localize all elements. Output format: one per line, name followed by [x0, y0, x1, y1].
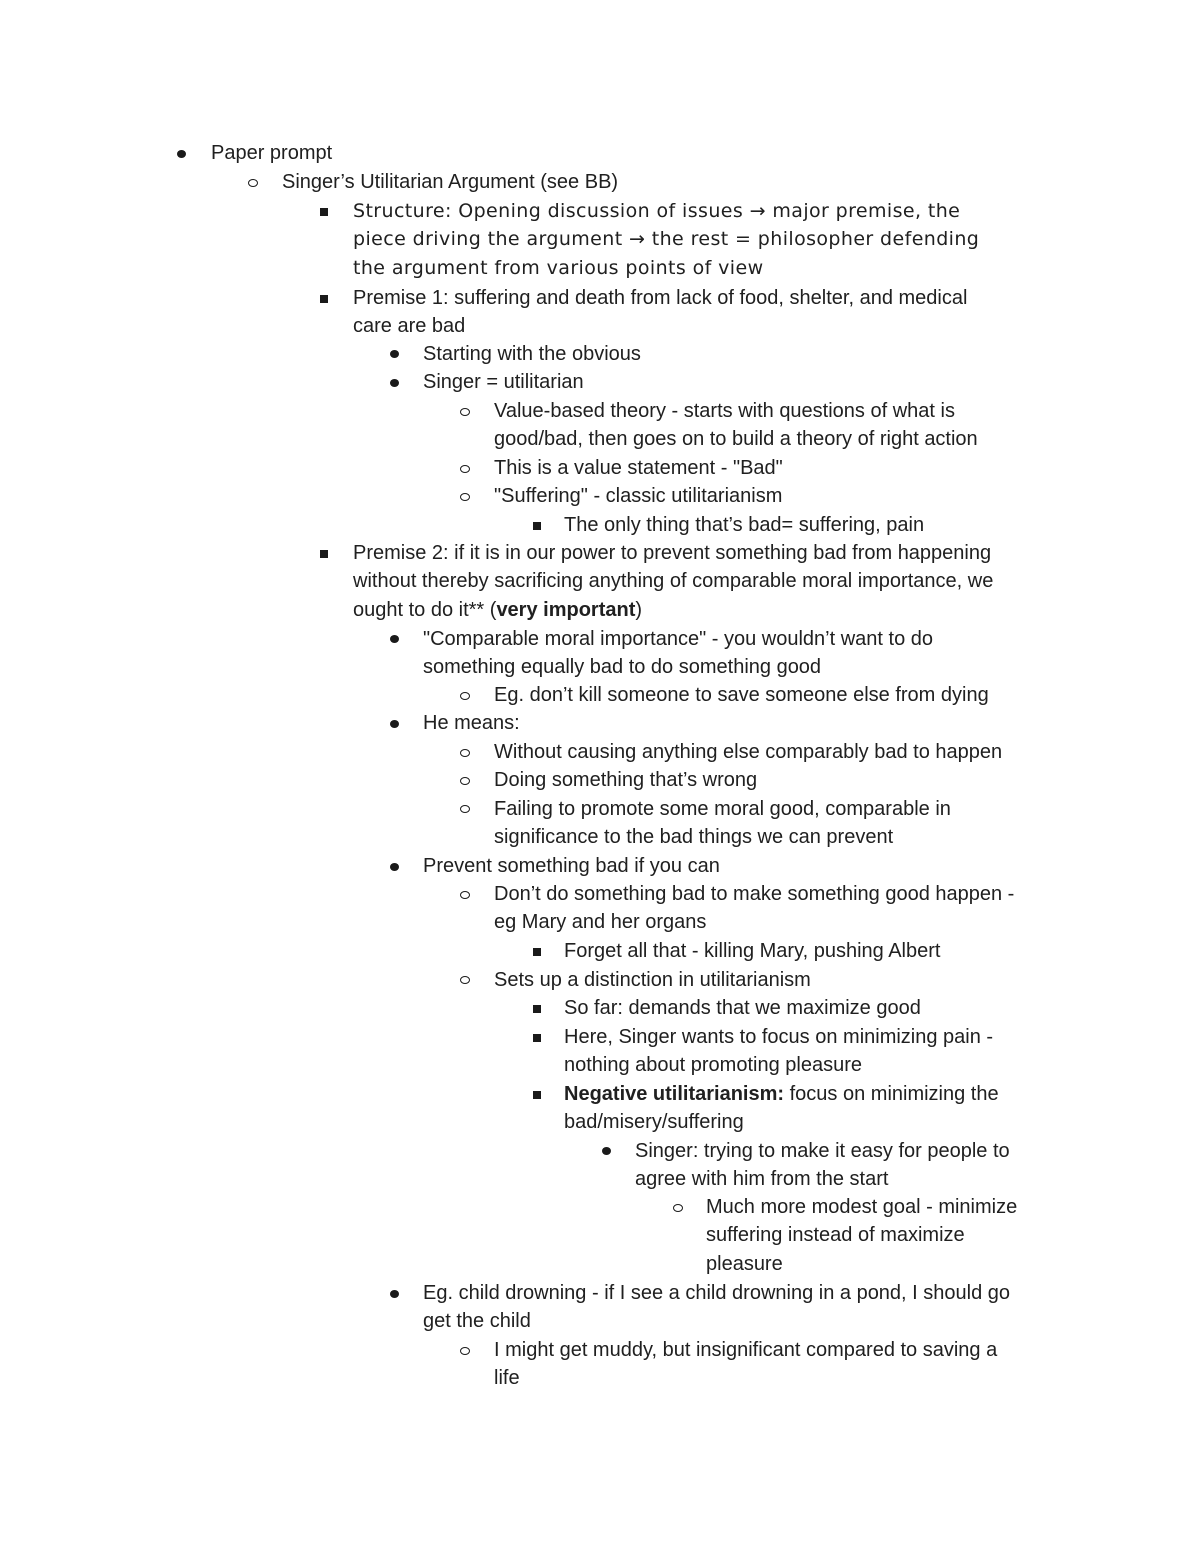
bullet-square-icon	[320, 550, 328, 558]
outline-item	[282, 168, 618, 196]
bullet-disc-icon	[390, 635, 399, 643]
bullet-circle-icon	[248, 179, 258, 187]
outline-item-text: Sets up a distinction in utilitarianism	[494, 969, 811, 991]
outline-item	[423, 625, 1063, 682]
bullet-disc-icon	[390, 379, 399, 387]
outline-item-text: Starting with the obvious	[423, 343, 641, 365]
bullet-disc-icon	[602, 1147, 611, 1155]
term-bold-text: Negative utilitarianism:	[564, 1083, 785, 1105]
outline-item-text: The only thing that’s bad= suffering, pain	[564, 514, 925, 536]
emphasis-text: very important	[496, 598, 636, 621]
bullet-square-icon	[533, 1005, 541, 1013]
bullet-disc-icon	[390, 1290, 399, 1298]
bullet-disc-icon	[177, 150, 186, 158]
outline-item	[564, 994, 921, 1022]
outline-item-text: Failing to promote some moral good, comparable in significance to the bad things we can prevent	[494, 798, 951, 849]
outline-item	[423, 340, 641, 368]
bullet-square-icon	[533, 522, 541, 530]
outline-item-text: "Suffering" - classic utilitarianism	[494, 485, 783, 507]
bullet-square-icon	[320, 208, 328, 216]
bullet-square-icon	[533, 1091, 541, 1099]
outline-item-text: Much more modest goal - minimize suffering instead of maximize pleasure	[706, 1196, 1018, 1275]
outline-item-text: Eg. child drowning - if I see a child drowning in a pond, I should go get the child	[423, 1282, 1011, 1333]
outline-item	[494, 397, 1094, 454]
bullet-circle-icon	[460, 891, 470, 899]
bullet-disc-icon	[390, 720, 399, 728]
outline-item-text: Doing something that’s wrong	[494, 769, 758, 791]
outline-item	[564, 1023, 1084, 1080]
outline-item	[211, 139, 332, 167]
outline-item-text: Premise 2: if it is in our power to prevent something bad from happening without thereby sacrificing anything of comparable moral importance, we ought to do it** (	[353, 542, 994, 621]
outline-item	[423, 1279, 1123, 1336]
outline-item-text: Singer = utilitarian	[423, 371, 584, 393]
outline-item	[494, 454, 783, 482]
outline-item-text: Singer’s Utilitarian Argument (see BB)	[282, 171, 619, 193]
outline-item	[494, 966, 811, 994]
outline-item-text: Forget all that - killing Mary, pushing Albert	[564, 940, 941, 962]
bullet-circle-icon	[460, 493, 470, 501]
outline-item	[353, 539, 1093, 624]
outline-item-text: I might get muddy, but insignificant compared to saving a life	[494, 1339, 998, 1390]
bullet-circle-icon	[460, 1347, 470, 1355]
outline-item	[706, 1193, 1086, 1278]
bullet-circle-icon	[673, 1204, 683, 1212]
outline-item	[494, 681, 989, 709]
bullet-circle-icon	[460, 777, 470, 785]
outline-item-text: Paper prompt	[211, 142, 333, 164]
bullet-circle-icon	[460, 408, 470, 416]
bullet-circle-icon	[460, 465, 470, 473]
outline-item	[494, 482, 782, 510]
outline-item-text: Prevent something bad if you can	[423, 855, 720, 877]
bullet-circle-icon	[460, 976, 470, 984]
bullet-square-icon	[320, 295, 328, 303]
outline-item	[494, 1336, 1094, 1393]
outline-item	[494, 766, 757, 794]
outline-item-text: focus on minimizing the bad/misery/suffering	[564, 1083, 999, 1134]
outline-item	[564, 511, 924, 539]
bullet-square-icon	[533, 1034, 541, 1042]
outline-item	[564, 937, 940, 965]
outline-item	[423, 709, 520, 737]
bullet-circle-icon	[460, 692, 470, 700]
outline-item	[635, 1137, 1095, 1194]
outline-item	[494, 795, 1054, 852]
outline-item-text: Here, Singer wants to focus on minimizing pain - nothing about promoting pleasure	[564, 1026, 994, 1077]
outline-item	[353, 284, 1073, 341]
bullet-disc-icon	[390, 350, 399, 358]
outline-item-text: Value-based theory - starts with questions of what is good/bad, then goes on to build a theory of right action	[494, 400, 978, 451]
outline-item-text-end: )	[635, 598, 643, 621]
outline-item	[423, 852, 720, 880]
outline-item	[423, 368, 584, 396]
outline-item-text: This is a value statement - "Bad"	[494, 457, 783, 479]
outline-item-text: Structure: Opening discussion of issues → major premise, the piece driving the argument → the rest = philosopher defending the argument from various points of view	[353, 200, 980, 279]
outline-item-text: Singer: trying to make it easy for people to agree with him from the start	[635, 1140, 1010, 1191]
outline-item-text: So far: demands that we maximize good	[564, 997, 921, 1019]
bullet-circle-icon	[460, 805, 470, 813]
bullet-disc-icon	[390, 863, 399, 871]
outline-item	[353, 197, 1073, 282]
outline-item-text: "Comparable moral importance" - you wouldn’t want to do something equally bad to do something good	[423, 628, 933, 679]
bullet-square-icon	[533, 948, 541, 956]
outline-item	[494, 880, 1094, 937]
outline-item-text: Don’t do something bad to make something good happen - eg Mary and her organs	[494, 883, 1015, 934]
outline-item	[564, 1080, 1084, 1137]
outline-item-text: Without causing anything else comparably bad to happen	[494, 741, 1003, 763]
outline-item	[494, 738, 1002, 766]
bullet-circle-icon	[460, 749, 470, 757]
outline-item-text: He means:	[423, 712, 520, 734]
outline-item-text: Premise 1: suffering and death from lack of food, shelter, and medical care are bad	[353, 287, 968, 338]
outline-item-text: Eg. don’t kill someone to save someone else from dying	[494, 684, 989, 706]
